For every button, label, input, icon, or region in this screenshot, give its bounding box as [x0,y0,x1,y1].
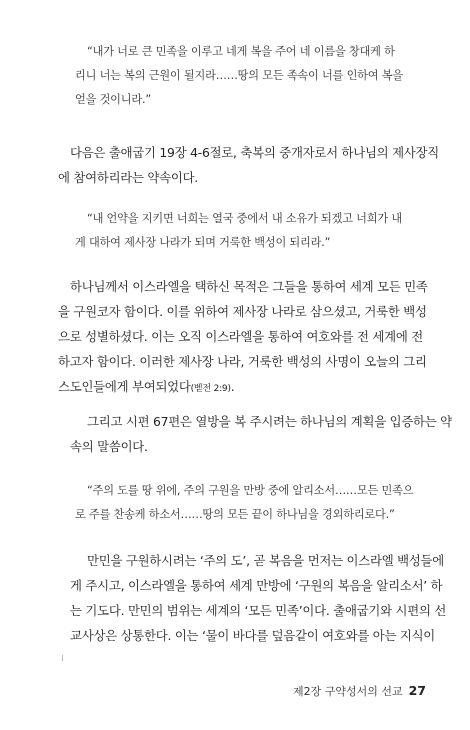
paragraph-line: 그리고 시편 67편은 열방을 복 주시려는 하나님의 계획을 입증하는 약 [87,414,452,429]
quote-line: “주의 도를 땅 위에, 주의 구원을 만방 중에 알리소서……모든 민족으 [87,484,414,497]
quote-line: “내 언약을 지키면 너희는 열국 중에서 내 소유가 되겠고 너희가 내 [87,212,402,225]
paragraph-psalm-intro [70,409,452,459]
paragraph-line: 속의 말씀이다. [70,439,148,454]
quote-genesis [75,40,403,112]
quote-line: 얻을 것이니라.” [75,93,151,106]
paragraph-line: 는 기도다. 만민의 범위는 세계의 ‘모든 민족’이다. 출애굽기와 시편의 선 [70,603,447,618]
page-number: 27 [408,683,426,698]
paragraph-text: 스도인들에게 부여되었다 [58,379,191,394]
paragraph-line: 만민을 구원하시려는 ‘주의 도’, 곧 복음을 먼저는 이스라엘 백성들에 [87,553,444,568]
sentence-end: . [230,379,235,394]
running-chapter-title: 제2장 구약성서의 선교 [292,685,403,698]
paragraph-line: 을 구원코자 함이다. 이를 위하여 제사장 나라로 삼으셨고, 거룩한 백성 [58,304,427,319]
paragraph-exodus-intro [58,140,439,190]
quote-psalm [75,479,414,527]
paragraph-purpose [58,274,428,402]
paragraph-line: 하나님께서 이스라엘을 택하신 목적은 그들을 통하여 세계 모든 민족 [70,279,428,294]
paragraph-line: 교사상은 상통한다. 이는 ‘물이 바다를 덮음같이 여호와를 아는 지식이 [70,628,436,643]
paragraph-line: 에 참여하리라는 약속이다. [58,170,198,185]
paragraph-line: 게 주시고, 이스라엘을 통하여 세계 만방에 ‘구원의 복음을 알리소서’ 하 [70,578,443,593]
paragraph-line: 으로 성별하셨다. 이는 오직 이스라엘을 통하여 여호와를 전 세계에 전 [58,329,424,344]
paragraph-line: 하고자 함이다. 이러한 제사장 나라, 거룩한 백성의 사명이 오늘의 그리 [58,354,427,369]
quote-line: 로 주를 찬송케 하소서……땅의 모든 끝이 하나님을 경외하리로다.” [75,508,395,521]
paragraph-salvation [70,548,447,648]
page-mark [62,655,63,661]
paragraph-line: 다음은 출애굽기 19장 4-6절로, 축복의 중개자로서 하나님의 제사장직 [70,145,439,160]
quote-line: 리니 너는 복의 근원이 될지라……땅의 모든 족속이 너를 인하여 복을 [75,69,403,82]
bible-reference: (벧전 2:9) [190,384,231,394]
quote-line: “내가 너로 큰 민족을 이루고 네게 복을 주어 네 이름을 창대케 하 [87,45,395,58]
page-footer [293,683,426,699]
quote-exodus [75,207,402,255]
paragraph-line-last [58,374,428,402]
quote-line: 게 대하여 제사장 나라가 되며 거룩한 백성이 되리라.” [75,236,331,249]
